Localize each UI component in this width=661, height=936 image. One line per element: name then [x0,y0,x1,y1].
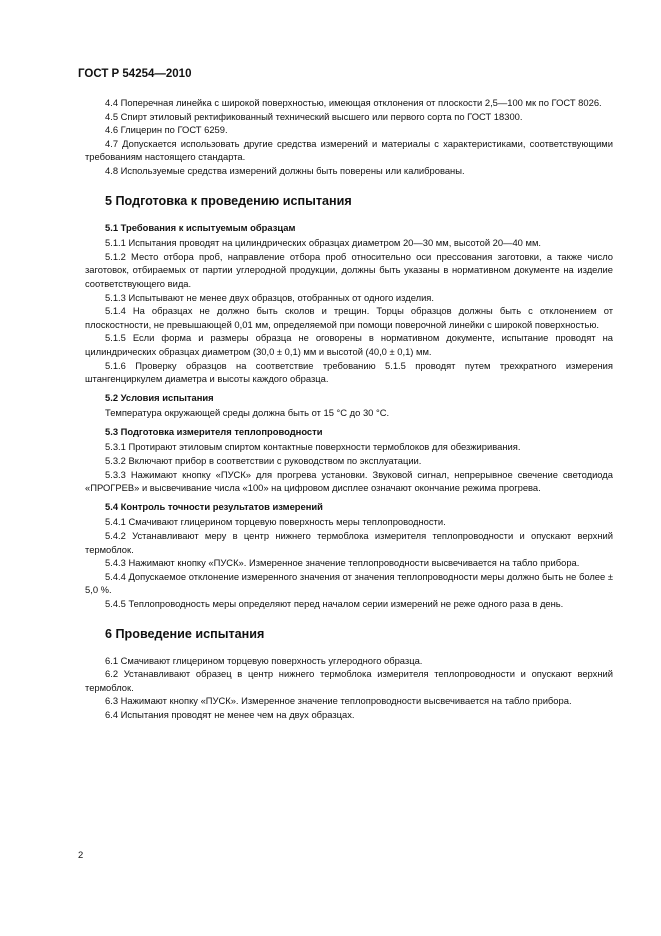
section-heading: 5 Подготовка к проведению испытания [105,193,352,208]
paragraph: 6.2 Устанавливают образец в центр нижнего термоблока измерителя теплопроводности и опускают верхний термоблок. [85,668,613,693]
paragraph: 5.3.1 Протирают этиловым спиртом контактные поверхности термоблоков для обезжиривания. [105,441,521,453]
paragraph: 5.3.2 Включают прибор в соответствии с руководством по эксплуатации. [105,455,422,467]
subsection-heading: 5.1 Требования к испытуемым образцам [105,221,296,233]
paragraph: 4.7 Допускается использовать другие средства измерений и материалы с характеристиками, соответствующими требованиям настоящего стандарта. [85,137,613,163]
paragraph: 5.4.3 Нажимают кнопку «ПУСК». Измеренное значение теплопроводности высвечивается на табло прибора. [105,557,580,569]
paragraph: 4.5 Спирт этиловый ректификованный технический высшего или первого сорта по ГОСТ 18300. [105,110,523,122]
paragraph: 5.1.2 Место отбора проб, направление отбора проб относительно оси прессования заготовки, а также число заготовок, отбираемых от партии углеродной продукции, должны быть указаны в нормативном документе на изделие соответствующего вида. [85,250,613,289]
subsection-heading: 5.3 Подготовка измерителя теплопроводности [105,425,323,437]
paragraph: 6.3 Нажимают кнопку «ПУСК». Измеренное значение теплопроводности высвечивается на табло прибора. [105,695,572,707]
section-heading: 6 Проведение испытания [105,626,265,641]
paragraph: 4.8 Используемые средства измерений должны быть поверены или калиброваны. [105,164,465,176]
paragraph: 6.1 Смачивают глицерином торцевую поверхность углеродного образца. [105,654,423,666]
paragraph: 5.4.1 Смачивают глицерином торцевую поверхность меры теплопроводности. [105,516,446,528]
paragraph: 5.4.4 Допускаемое отклонение измеренного значения от значения теплопроводности меры должно быть не более ± 5,0 %. [85,570,613,596]
subsection-heading: 5.4 Контроль точности результатов измерений [105,500,323,512]
subsection-heading: 5.2 Условия испытания [105,391,214,403]
paragraph: 5.1.3 Испытывают не менее двух образцов, отобранных от одного изделия. [105,291,434,303]
paragraph: 4.4 Поперечная линейка с широкой поверхностью, имеющая отклонения от плоскости 2,5—100 мк по ГОСТ 8026. [105,97,602,108]
paragraph: 5.1.1 Испытания проводят на цилиндрических образцах диаметром 20—30 мм, высотой 20—40 мм. [105,237,541,249]
document-header: ГОСТ Р 54254—2010 [78,68,192,80]
paragraph: Температура окружающей среды должна быть от 15 °С до 30 °С. [105,407,390,419]
paragraph: 5.1.5 Если форма и размеры образца не оговорены в нормативном документе, испытание проводят на цилиндрических образцах диаметром (30,0 ± 0,1) мм и высотой (40,0 ± 0,1) мм. [85,332,613,357]
paragraph: 5.4.5 Теплопроводность меры определяют перед началом серии измерений не реже одного раза в день. [105,598,564,609]
paragraph: 5.1.6 Проверку образцов на соответствие требованию 5.1.5 проводят путем трехкратного измерения штангенциркулем диаметра и высоты каждого образца. [85,359,613,385]
paragraph: 5.1.4 На образцах не должно быть сколов и трещин. Торцы образцов должны быть с отклонением от плоскостности, не превышающей 0,01 мм, определяемой при помощи поверочной линейки с широкой поверхностью. [85,305,613,330]
paragraph: 4.6 Глицерин по ГОСТ 6259. [105,124,228,136]
paragraph: 5.3.3 Нажимают кнопку «ПУСК» для прогрева установки. Звуковой сигнал, непрерывное свечение светодиода «ПРОГРЕВ» и высвечивание числа «100» на цифровом дисплее означают окончание режима прогрева. [85,468,613,494]
document-body [85,96,613,722]
paragraph: 6.4 Испытания проводят не менее чем на двух образцах. [105,708,355,720]
paragraph: 5.4.2 Устанавливают меру в центр нижнего термоблока измерителя теплопроводности и опускают верхний термоблок. [85,530,613,555]
page-number: 2 [78,849,84,860]
